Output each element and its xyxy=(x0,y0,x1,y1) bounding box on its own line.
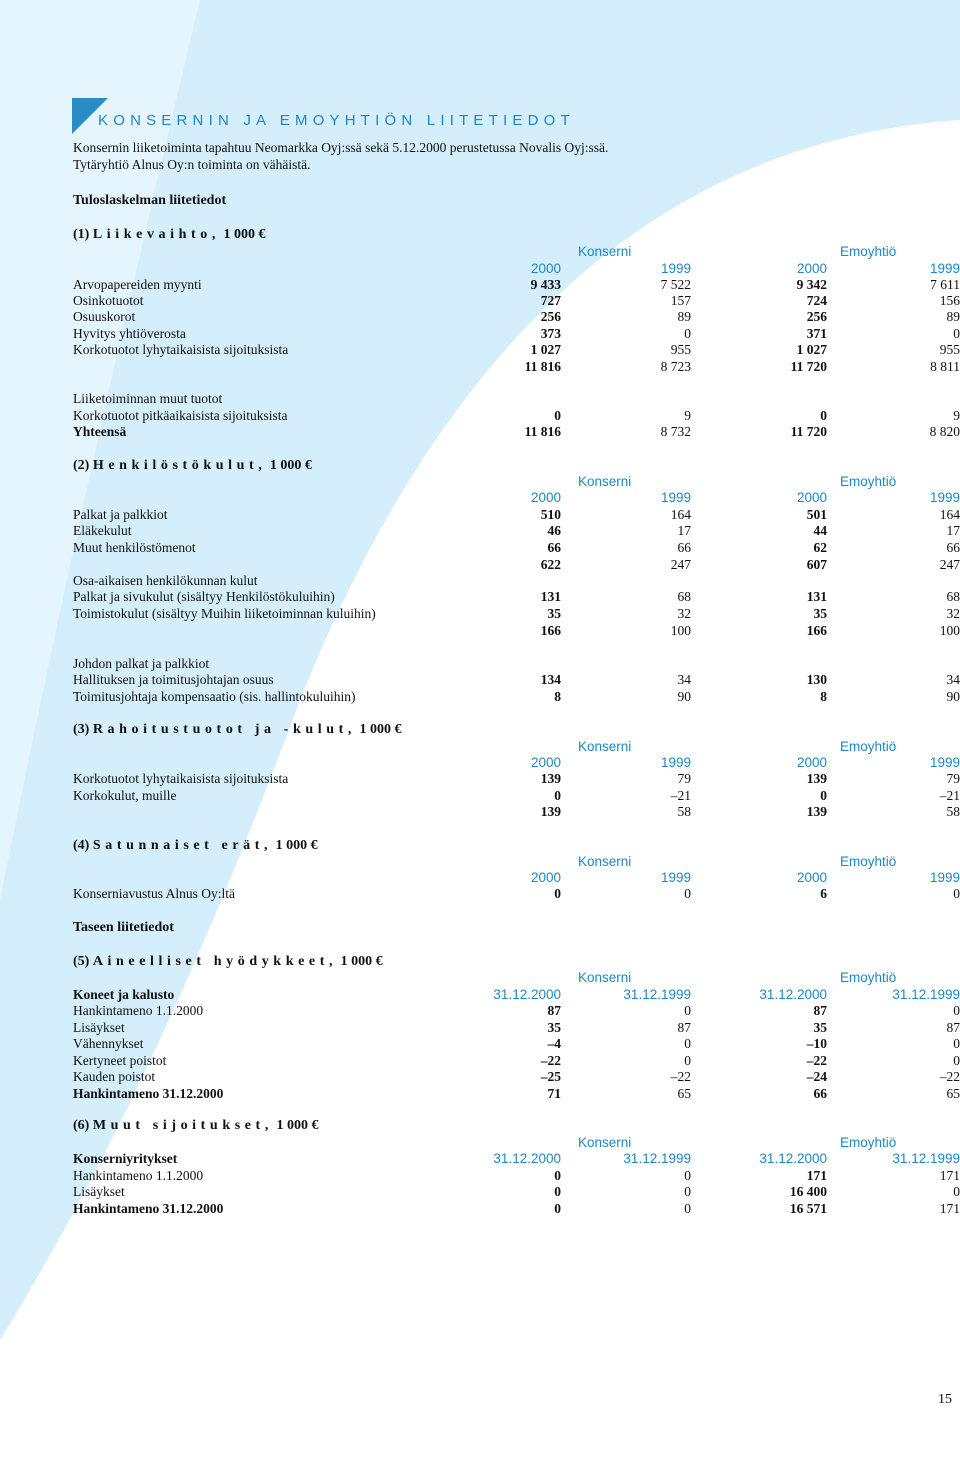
table-row xyxy=(73,1086,960,1102)
value-cell: 157 xyxy=(670,293,691,308)
value-cell: 65 xyxy=(677,1086,691,1101)
table-row xyxy=(73,886,960,902)
value-cell: 9 342 xyxy=(796,277,827,292)
table-row xyxy=(73,391,960,407)
note-title xyxy=(73,838,318,854)
value-cell: 35 xyxy=(547,606,561,621)
page-number: 15 xyxy=(938,1392,952,1407)
value-cell: 66 xyxy=(946,540,960,555)
note-title xyxy=(73,458,312,474)
value-cell: 373 xyxy=(540,326,561,341)
value-cell: 35 xyxy=(813,1020,827,1035)
value-cell: –21 xyxy=(670,788,691,803)
value-cell: 0 xyxy=(554,1184,561,1199)
group-header-emoyhtio: Emoyhtiö xyxy=(840,1135,897,1150)
value-cell: 17 xyxy=(946,523,960,538)
note-unit: 1 000 € xyxy=(223,227,266,242)
value-cell: 171 xyxy=(939,1168,960,1183)
row-label: Toimistokulut (sisältyy Muihin liiketoiminnan kuluihin) xyxy=(73,606,376,621)
value-cell: 727 xyxy=(540,293,561,308)
table-row xyxy=(73,342,960,358)
value-cell: 0 xyxy=(953,1184,960,1199)
year-cell: 1999 xyxy=(929,870,960,885)
row-label: Hankintameno 1.1.2000 xyxy=(73,1168,204,1183)
value-cell: 0 xyxy=(820,788,827,803)
table-row xyxy=(73,1003,960,1019)
value-cell: 0 xyxy=(684,1168,691,1183)
row-label: Hallituksen ja toimitusjohtajan osuus xyxy=(73,672,274,687)
table-row xyxy=(73,573,960,589)
note-title xyxy=(73,954,383,970)
table-row xyxy=(73,540,960,556)
row-label: Korkotuotot pitkäaikaisista sijoituksista xyxy=(73,408,288,423)
note-title xyxy=(73,227,265,243)
value-cell: 16 400 xyxy=(789,1184,827,1199)
value-cell: 9 xyxy=(953,408,960,423)
subheader-row xyxy=(73,1151,960,1167)
year-cell: 1999 xyxy=(660,261,691,276)
group-header-emoyhtio: Emoyhtiö xyxy=(840,244,897,259)
value-cell: 100 xyxy=(939,623,960,638)
value-cell: 171 xyxy=(806,1168,827,1183)
table-row xyxy=(73,293,960,309)
value-cell: 256 xyxy=(540,309,561,324)
value-cell: 34 xyxy=(677,672,691,687)
row-label: Johdon palkat ja palkkiot xyxy=(73,656,210,671)
value-cell: 8 723 xyxy=(660,359,691,374)
value-cell: 9 433 xyxy=(530,277,561,292)
row-label: Korkokulut, muille xyxy=(73,788,177,803)
row-label: Kauden poistot xyxy=(73,1069,156,1084)
value-cell: 0 xyxy=(953,1003,960,1018)
value-cell: 0 xyxy=(684,1201,691,1216)
date-header-cell: 31.12.2000 xyxy=(493,1151,561,1166)
row-label: Vähennykset xyxy=(73,1036,144,1051)
row-label: Osinkotuotot xyxy=(73,293,144,308)
year-cell: 2000 xyxy=(530,490,561,505)
row-label: Hankintameno 1.1.2000 xyxy=(73,1003,204,1018)
value-cell: 0 xyxy=(953,326,960,341)
value-cell: 0 xyxy=(554,408,561,423)
value-cell: 66 xyxy=(547,540,561,555)
note-heading: Aineelliset hyödykkeet, xyxy=(92,954,338,969)
group-header-emoyhtio: Emoyhtiö xyxy=(840,739,897,754)
group-header-konserni: Konserni xyxy=(578,970,632,985)
date-header-cell: 31.12.1999 xyxy=(623,987,691,1002)
value-cell: 139 xyxy=(806,771,827,786)
date-header-cell: 31.12.2000 xyxy=(759,1151,827,1166)
value-cell: 247 xyxy=(939,557,960,572)
note-unit: 1 000 € xyxy=(276,1118,319,1133)
table-row xyxy=(73,606,960,622)
value-cell: 0 xyxy=(684,886,691,901)
value-cell: 46 xyxy=(547,523,561,538)
value-cell: 371 xyxy=(806,326,827,341)
table-row xyxy=(73,359,960,375)
value-cell: 17 xyxy=(677,523,691,538)
row-label: Yhteensä xyxy=(73,424,127,439)
group-header-konserni: Konserni xyxy=(578,1135,632,1150)
table-row xyxy=(73,672,960,688)
value-cell: 0 xyxy=(820,408,827,423)
value-cell: 89 xyxy=(946,309,960,324)
value-cell: 6 xyxy=(820,886,827,901)
table-row xyxy=(73,1168,960,1184)
row-label: Palkat ja sivukulut (sisältyy Henkilöstökuluihin) xyxy=(73,589,335,604)
table-row xyxy=(73,408,960,424)
year-cell: 1999 xyxy=(929,755,960,770)
note-number: (5) xyxy=(73,954,90,969)
value-cell: 1 027 xyxy=(796,342,827,357)
year-header-row xyxy=(73,490,960,506)
value-cell: 35 xyxy=(547,1020,561,1035)
table-row xyxy=(73,424,960,440)
value-cell: –21 xyxy=(939,788,960,803)
note-heading: Rahoitustuotot ja -kulut, xyxy=(92,722,357,737)
value-cell: 66 xyxy=(677,540,691,555)
value-cell: 0 xyxy=(554,788,561,803)
value-cell: 0 xyxy=(554,1201,561,1216)
row-label: Osa-aikaisen henkilökunnan kulut xyxy=(73,573,258,588)
value-cell: 90 xyxy=(946,689,960,704)
row-label: Muut henkilöstömenot xyxy=(73,540,196,555)
value-cell: 90 xyxy=(677,689,691,704)
value-cell: 66 xyxy=(813,1086,827,1101)
value-cell: –10 xyxy=(806,1036,827,1051)
row-label: Eläkekulut xyxy=(73,523,132,538)
value-cell: 65 xyxy=(946,1086,960,1101)
value-cell: 62 xyxy=(813,540,827,555)
row-label: Palkat ja palkkiot xyxy=(73,507,168,522)
year-cell: 2000 xyxy=(796,870,827,885)
value-cell: 68 xyxy=(946,589,960,604)
row-label: Hyvitys yhtiöverosta xyxy=(73,326,186,341)
value-cell: 0 xyxy=(684,1036,691,1051)
row-label: Hankintameno 31.12.2000 xyxy=(73,1086,224,1101)
row-label: Toimitusjohtaja kompensaatio (sis. hallintokuluihin) xyxy=(73,689,356,704)
value-cell: –25 xyxy=(540,1069,561,1084)
row-label: Hankintameno 31.12.2000 xyxy=(73,1201,224,1216)
value-cell: 8 811 xyxy=(930,359,960,374)
table-row xyxy=(73,1036,960,1052)
year-header-row xyxy=(73,870,960,886)
intro-line: Konsernin liiketoiminta tapahtuu Neomarkka Oyj:ssä sekä 5.12.2000 perustetussa Novalis Oyj:ssä. xyxy=(73,140,609,155)
value-cell: 0 xyxy=(953,886,960,901)
date-header-cell: 31.12.1999 xyxy=(892,987,960,1002)
note-heading: Henkilöstökulut, xyxy=(92,458,267,473)
note-heading: Muut sijoitukset, xyxy=(92,1118,273,1133)
row-label: Kertyneet poistot xyxy=(73,1053,167,1068)
table-row xyxy=(73,523,960,539)
group-header-konserni: Konserni xyxy=(578,474,632,489)
year-cell: 2000 xyxy=(796,261,827,276)
value-cell: 131 xyxy=(806,589,827,604)
note-number: (1) xyxy=(73,227,90,242)
group-header-konserni: Konserni xyxy=(578,244,632,259)
note-title xyxy=(73,722,402,738)
value-cell: 58 xyxy=(677,804,691,819)
value-cell: 100 xyxy=(670,623,691,638)
value-cell: 9 xyxy=(684,408,691,423)
note-number: (6) xyxy=(73,1118,90,1133)
table-row xyxy=(73,771,960,787)
value-cell: 130 xyxy=(806,672,827,687)
row-label: Lisäykset xyxy=(73,1184,125,1199)
value-cell: 11 816 xyxy=(524,424,561,439)
value-cell: 7 611 xyxy=(930,277,960,292)
value-cell: 724 xyxy=(806,293,827,308)
row-label: Liiketoiminnan muut tuotot xyxy=(73,391,223,406)
value-cell: 16 571 xyxy=(789,1201,827,1216)
group-header-emoyhtio: Emoyhtiö xyxy=(840,854,897,869)
group-header-konserni: Konserni xyxy=(578,854,632,869)
value-cell: 8 820 xyxy=(929,424,960,439)
value-cell: 87 xyxy=(946,1020,960,1035)
table-row xyxy=(73,1201,960,1217)
year-cell: 2000 xyxy=(530,755,561,770)
row-label: Osuuskorot xyxy=(73,309,136,324)
note-number: (4) xyxy=(73,838,90,853)
section-title-balance: Taseen liitetiedot xyxy=(73,920,174,935)
value-cell: 68 xyxy=(677,589,691,604)
value-cell: 8 732 xyxy=(660,424,691,439)
note-number: (3) xyxy=(73,722,90,737)
value-cell: 164 xyxy=(670,507,691,522)
year-cell: 1999 xyxy=(929,490,960,505)
table-row xyxy=(73,804,960,820)
note-unit: 1 000 € xyxy=(359,722,402,737)
value-cell: 0 xyxy=(684,1053,691,1068)
row-label: Lisäykset xyxy=(73,1020,125,1035)
row-label: Korkotuotot lyhytaikaisista sijoituksista xyxy=(73,342,289,357)
value-cell: 134 xyxy=(540,672,561,687)
group-header-emoyhtio: Emoyhtiö xyxy=(840,970,897,985)
value-cell: 955 xyxy=(939,342,960,357)
value-cell: –22 xyxy=(670,1069,691,1084)
value-cell: 622 xyxy=(540,557,561,572)
year-header-row xyxy=(73,261,960,277)
value-cell: 0 xyxy=(953,1036,960,1051)
table-row xyxy=(73,623,960,639)
note-heading: Satunnaiset erät, xyxy=(92,838,273,853)
value-cell: 11 720 xyxy=(790,424,827,439)
row-label: Konserniyritykset xyxy=(73,1151,178,1166)
table-row xyxy=(73,1184,960,1200)
row-label: Konserniavustus Alnus Oy:ltä xyxy=(73,886,235,901)
year-header-row xyxy=(73,755,960,771)
value-cell: 166 xyxy=(806,623,827,638)
table-row xyxy=(73,326,960,342)
table-row xyxy=(73,507,960,523)
value-cell: –22 xyxy=(540,1053,561,1068)
value-cell: 139 xyxy=(806,804,827,819)
year-cell: 2000 xyxy=(796,490,827,505)
value-cell: 171 xyxy=(939,1201,960,1216)
value-cell: 44 xyxy=(813,523,827,538)
value-cell: –22 xyxy=(939,1069,960,1084)
value-cell: 139 xyxy=(540,804,561,819)
value-cell: 164 xyxy=(939,507,960,522)
value-cell: 79 xyxy=(677,771,691,786)
row-label: Korkotuotot lyhytaikaisista sijoituksista xyxy=(73,771,289,786)
value-cell: 607 xyxy=(806,557,827,572)
value-cell: 131 xyxy=(540,589,561,604)
group-header-emoyhtio: Emoyhtiö xyxy=(840,474,897,489)
value-cell: 501 xyxy=(806,507,827,522)
table-row xyxy=(73,656,960,672)
table-row xyxy=(73,788,960,804)
value-cell: 0 xyxy=(684,1003,691,1018)
value-cell: 35 xyxy=(813,606,827,621)
page-header xyxy=(72,98,960,134)
value-cell: 11 816 xyxy=(524,359,561,374)
value-cell: 0 xyxy=(554,886,561,901)
value-cell: 8 xyxy=(554,689,561,704)
value-cell: 7 522 xyxy=(660,277,691,292)
year-cell: 1999 xyxy=(660,755,691,770)
year-cell: 2000 xyxy=(530,261,561,276)
table-row xyxy=(73,1053,960,1069)
row-label: Arvopapereiden myynti xyxy=(73,277,202,292)
page-title: KONSERNIN JA EMOYHTIÖN LIITETIEDOT xyxy=(98,112,575,129)
year-cell: 1999 xyxy=(660,870,691,885)
value-cell: 89 xyxy=(677,309,691,324)
value-cell: –22 xyxy=(806,1053,827,1068)
note-number: (2) xyxy=(73,458,90,473)
value-cell: 166 xyxy=(540,623,561,638)
value-cell: 34 xyxy=(946,672,960,687)
date-header-cell: 31.12.1999 xyxy=(623,1151,691,1166)
intro-text xyxy=(73,139,608,173)
year-cell: 2000 xyxy=(530,870,561,885)
value-cell: 0 xyxy=(684,1184,691,1199)
value-cell: 1 027 xyxy=(530,342,561,357)
intro-line: Tytäryhtiö Alnus Oy:n toiminta on vähäistä. xyxy=(73,157,311,172)
value-cell: 71 xyxy=(547,1086,561,1101)
subheader-row xyxy=(73,987,960,1003)
date-header-cell: 31.12.2000 xyxy=(493,987,561,1002)
row-label: Koneet ja kalusto xyxy=(73,987,175,1002)
date-header-cell: 31.12.1999 xyxy=(892,1151,960,1166)
note-unit: 1 000 € xyxy=(269,458,312,473)
table-row xyxy=(73,309,960,325)
value-cell: –4 xyxy=(547,1036,561,1051)
note-unit: 1 000 € xyxy=(275,838,318,853)
value-cell: 156 xyxy=(939,293,960,308)
note-heading: Liikevaihto, xyxy=(92,227,220,242)
value-cell: 32 xyxy=(677,606,691,621)
value-cell: 510 xyxy=(540,507,561,522)
table-row xyxy=(73,1020,960,1036)
value-cell: 247 xyxy=(670,557,691,572)
table-row xyxy=(73,277,960,293)
table-row xyxy=(73,689,960,705)
value-cell: 11 720 xyxy=(790,359,827,374)
section-title-income: Tuloslaskelman liitetiedot xyxy=(73,193,227,208)
value-cell: 139 xyxy=(540,771,561,786)
note-unit: 1 000 € xyxy=(340,954,383,969)
year-cell: 1999 xyxy=(929,261,960,276)
value-cell: 87 xyxy=(813,1003,827,1018)
value-cell: –24 xyxy=(806,1069,827,1084)
value-cell: 32 xyxy=(946,606,960,621)
group-header-konserni: Konserni xyxy=(578,739,632,754)
value-cell: 0 xyxy=(953,1053,960,1068)
value-cell: 79 xyxy=(946,771,960,786)
value-cell: 955 xyxy=(670,342,691,357)
year-cell: 2000 xyxy=(796,755,827,770)
date-header-cell: 31.12.2000 xyxy=(759,987,827,1002)
note-title xyxy=(73,1118,318,1134)
year-cell: 1999 xyxy=(660,490,691,505)
value-cell: 8 xyxy=(820,689,827,704)
value-cell: 87 xyxy=(677,1020,691,1035)
table-row xyxy=(73,557,960,573)
table-row xyxy=(73,1069,960,1085)
value-cell: 87 xyxy=(547,1003,561,1018)
table-row xyxy=(73,589,960,605)
value-cell: 58 xyxy=(946,804,960,819)
value-cell: 0 xyxy=(554,1168,561,1183)
value-cell: 256 xyxy=(806,309,827,324)
value-cell: 0 xyxy=(684,326,691,341)
